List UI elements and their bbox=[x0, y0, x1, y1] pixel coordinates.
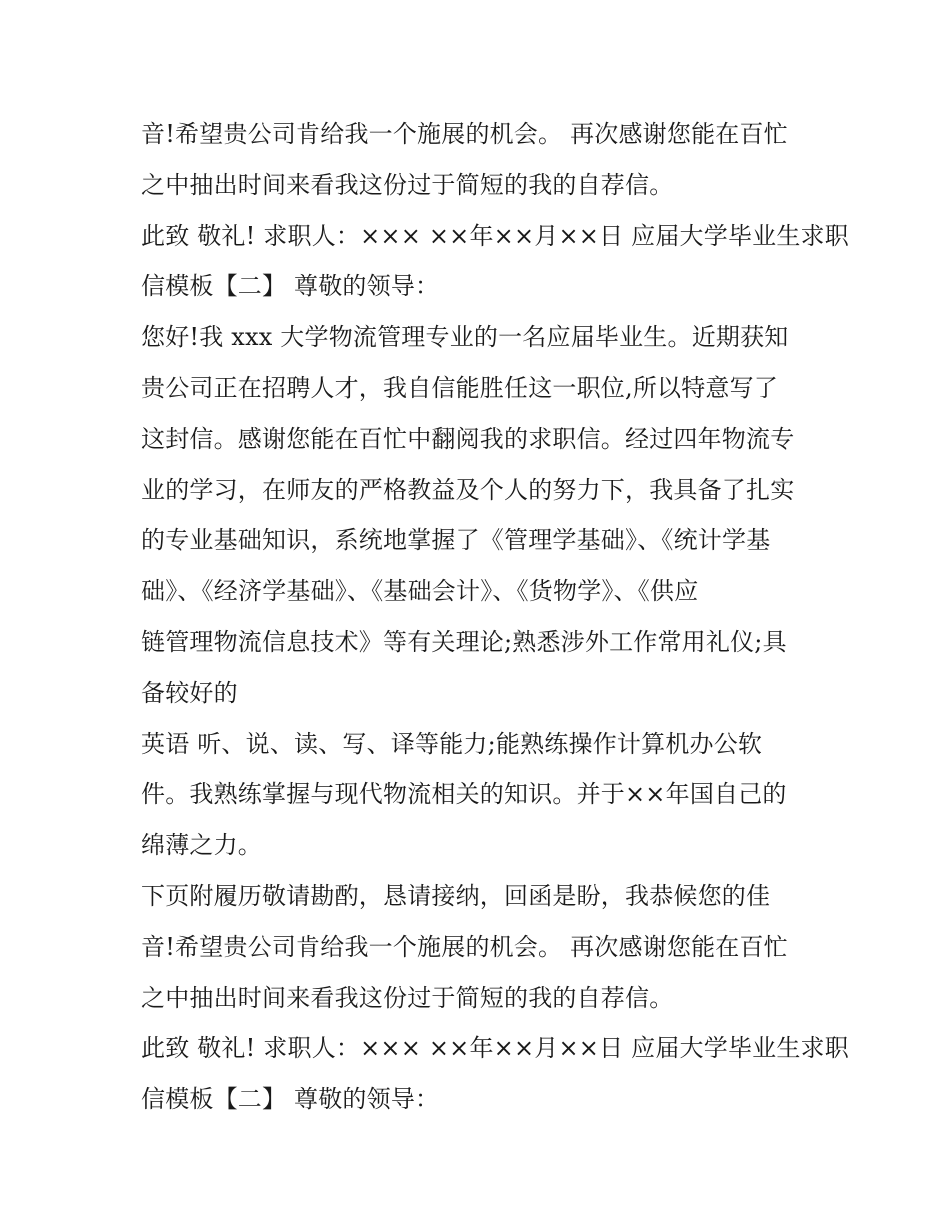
text-line: 此致 敬礼! 求职人：××× ××年××月××日 应届大学毕业生求职 bbox=[141, 1034, 849, 1063]
text-line: 信模板【二】 尊敬的领导： bbox=[141, 272, 440, 301]
document-body bbox=[141, 109, 849, 1125]
text-line: 下页附履历敬请勘酌，恳请接纳，回函是盼，我恭候您的佳 bbox=[141, 881, 771, 910]
text-line: 之中抽出时间来看我这份过于简短的我的自荐信。 bbox=[141, 170, 674, 199]
text-line: 这封信。感谢您能在百忙中翻阅我的求职信。经过四年物流专 bbox=[141, 424, 795, 453]
text-line: 础》、《经济学基础》、《基础会计》、《货物学》、《供应 bbox=[141, 577, 699, 606]
text-line: 备较好的 bbox=[141, 678, 238, 707]
text-line: 音!希望贵公司肯给我一个施展的机会。 再次感谢您能在百忙 bbox=[141, 932, 788, 961]
text-line: 贵公司正在招聘人才，我自信能胜任这一职位,所以特意写了 bbox=[141, 373, 779, 402]
text-line: 之中抽出时间来看我这份过于简短的我的自荐信。 bbox=[141, 983, 674, 1012]
text-line: 绵薄之力。 bbox=[141, 831, 262, 860]
text-line: 链管理物流信息技术》等有关理论;熟悉涉外工作常用礼仪;具 bbox=[141, 627, 787, 656]
text-line: 英语 听、说、读、写、译等能力;能熟练操作计算机办公软 bbox=[141, 729, 763, 758]
text-line: 此致 敬礼! 求职人：××× ××年××月××日 应届大学毕业生求职 bbox=[141, 221, 849, 250]
text-line: 的专业基础知识，系统地掌握了《管理学基础》、《统计学基 bbox=[141, 526, 771, 555]
text-line: 信模板【二】 尊敬的领导： bbox=[141, 1085, 440, 1114]
text-line: 音!希望贵公司肯给我一个施展的机会。 再次感谢您能在百忙 bbox=[141, 120, 788, 148]
text-line: 业的学习，在师友的严格教益及个人的努力下，我具备了扎实 bbox=[141, 475, 795, 504]
text-line: 件。我熟练掌握与现代物流相关的知识。并于××年国自己的 bbox=[141, 780, 787, 809]
text-line: 您好!我 xxx 大学物流管理专业的一名应届毕业生。近期获知 bbox=[141, 323, 789, 352]
